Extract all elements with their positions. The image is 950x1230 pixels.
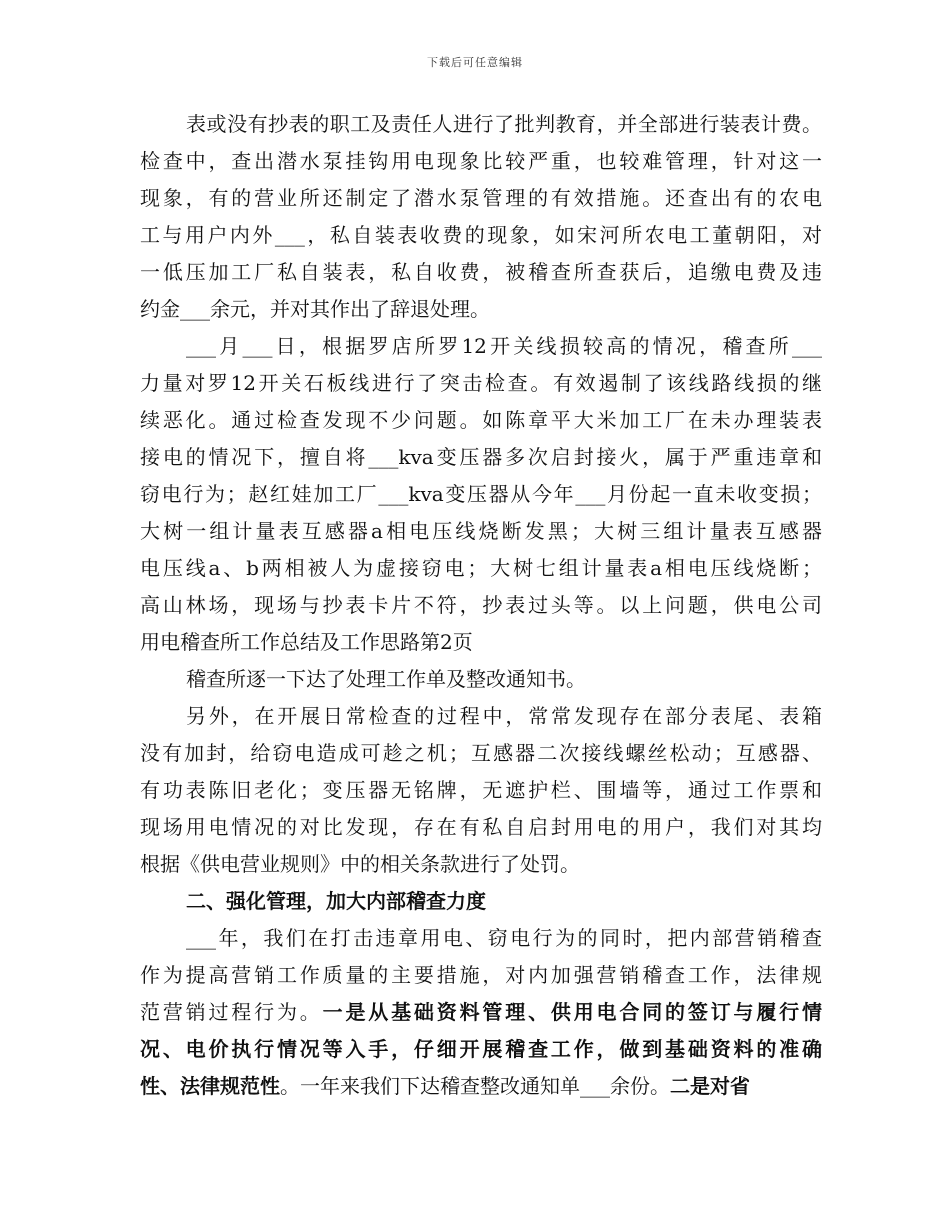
- text-line: [140, 883, 822, 920]
- text-line: [140, 291, 822, 328]
- bold-text: 性、法律规范性: [140, 1074, 280, 1098]
- text-line: [140, 217, 822, 254]
- text-line: [140, 661, 822, 698]
- text-line: [140, 143, 822, 180]
- bold-text: 况、电价执行情况等入手，仔细开展稽查工作，做到基础资料的准确: [140, 1037, 822, 1061]
- text-run: 表或没有抄表的职工及责任人进行了批判教育，并全部进行装表计费。: [186, 112, 822, 136]
- text-line: [140, 772, 822, 809]
- text-run: 电压线a、b两相被人为虚接窃电；大树七组计量表a相电压线烧断；: [140, 556, 822, 580]
- text-run: ___年，我们在打击违章用电、窃电行为的同时，把内部营销稽查: [186, 926, 822, 950]
- text-line: [140, 698, 822, 735]
- bold-text: 二是对省: [670, 1074, 750, 1098]
- text-line: [140, 957, 822, 994]
- text-line: [140, 180, 822, 217]
- bold-text: 二、强化管理，加大内部稽查力度: [186, 889, 486, 913]
- text-run: 现象，有的营业所还制定了潜水泵管理的有效措施。还查出有的农电: [140, 186, 822, 210]
- text-run: 窃电行为；赵红娃加工厂___kva变压器从今年___月份起一直未收变损；: [140, 482, 822, 506]
- text-run: 用电稽查所工作总结及工作思路第2页: [140, 630, 473, 654]
- text-run: 续恶化。通过检查发现不少问题。如陈章平大米加工厂在未办理装表: [140, 408, 822, 432]
- paragraph: [140, 920, 822, 1105]
- text-line: [140, 106, 822, 143]
- text-run: 根据《供电营业规则》中的相关条款进行了处罚。: [140, 852, 580, 876]
- text-run: 大树一组计量表互感器a相电压线烧断发黑；大树三组计量表互感器: [140, 519, 822, 543]
- text-run: 现场用电情况的对比发现，存在有私自启封用电的用户，我们对其均: [140, 815, 822, 839]
- text-line: [140, 624, 822, 661]
- text-run: 约金___余元，并对其作出了辞退处理。: [140, 297, 490, 321]
- text-line: [140, 1068, 822, 1105]
- text-line: [140, 846, 822, 883]
- text-run: 接电的情况下，擅自将___kva变压器多次启封接火，属于严重违章和: [140, 445, 822, 469]
- text-line: [140, 513, 822, 550]
- text-line: [140, 1031, 822, 1068]
- paragraph: [140, 328, 822, 661]
- text-line: [140, 587, 822, 624]
- text-run: 没有加封，给窃电造成可趁之机；互感器二次接线螺丝松动；互感器、: [140, 741, 822, 765]
- text-line: [140, 254, 822, 291]
- text-run: 一低压加工厂私自装表，私自收费，被稽查所查获后，追缴电费及违: [140, 260, 822, 284]
- text-run: 检查中，查出潜水泵挂钩用电现象比较严重，也较难管理，针对这一: [140, 149, 822, 173]
- text-run: ___月___日，根据罗店所罗12开关线损较高的情况，稽查所___: [186, 334, 822, 358]
- text-run: 工与用户内外___，私自装表收费的现象，如宋河所农电工董朝阳，对: [140, 223, 822, 247]
- text-run: 作为提高营销工作质量的主要措施，对内加强营销稽查工作，法律规: [140, 963, 822, 987]
- text-line: [140, 328, 822, 365]
- text-line: [140, 476, 822, 513]
- document-body: [140, 106, 822, 1105]
- paragraph: [140, 106, 822, 328]
- text-run: 高山林场，现场与抄表卡片不符，抄表过头等。以上问题，供电公司: [140, 593, 822, 617]
- text-run: 有功表陈旧老化；变压器无铭牌，无遮护栏、围墙等，通过工作票和: [140, 778, 822, 802]
- text-line: [140, 735, 822, 772]
- text-run: 。一年来我们下达稽查整改通知单___余份。: [280, 1074, 670, 1098]
- text-run: 另外，在开展日常检查的过程中，常常发现存在部分表尾、表箱: [186, 704, 822, 728]
- section-heading: [140, 883, 822, 920]
- bold-text: 一是从基础资料管理、供用电合同的签订与履行情: [322, 1000, 823, 1024]
- text-line: [140, 920, 822, 957]
- text-run: 稽查所逐一下达了处理工作单及整改通知书。: [186, 667, 586, 691]
- page-header: 下载后可任意编辑: [427, 56, 523, 69]
- text-run: 范营销过程行为。: [140, 1000, 323, 1024]
- text-line: [140, 365, 822, 402]
- text-run: 力量对罗12开关石板线进行了突击检查。有效遏制了该线路线损的继: [140, 371, 822, 395]
- text-line: [140, 402, 822, 439]
- paragraph: [140, 698, 822, 883]
- text-line: [140, 550, 822, 587]
- text-line: [140, 439, 822, 476]
- text-line: [140, 809, 822, 846]
- text-line: [140, 994, 822, 1031]
- paragraph: [140, 661, 822, 698]
